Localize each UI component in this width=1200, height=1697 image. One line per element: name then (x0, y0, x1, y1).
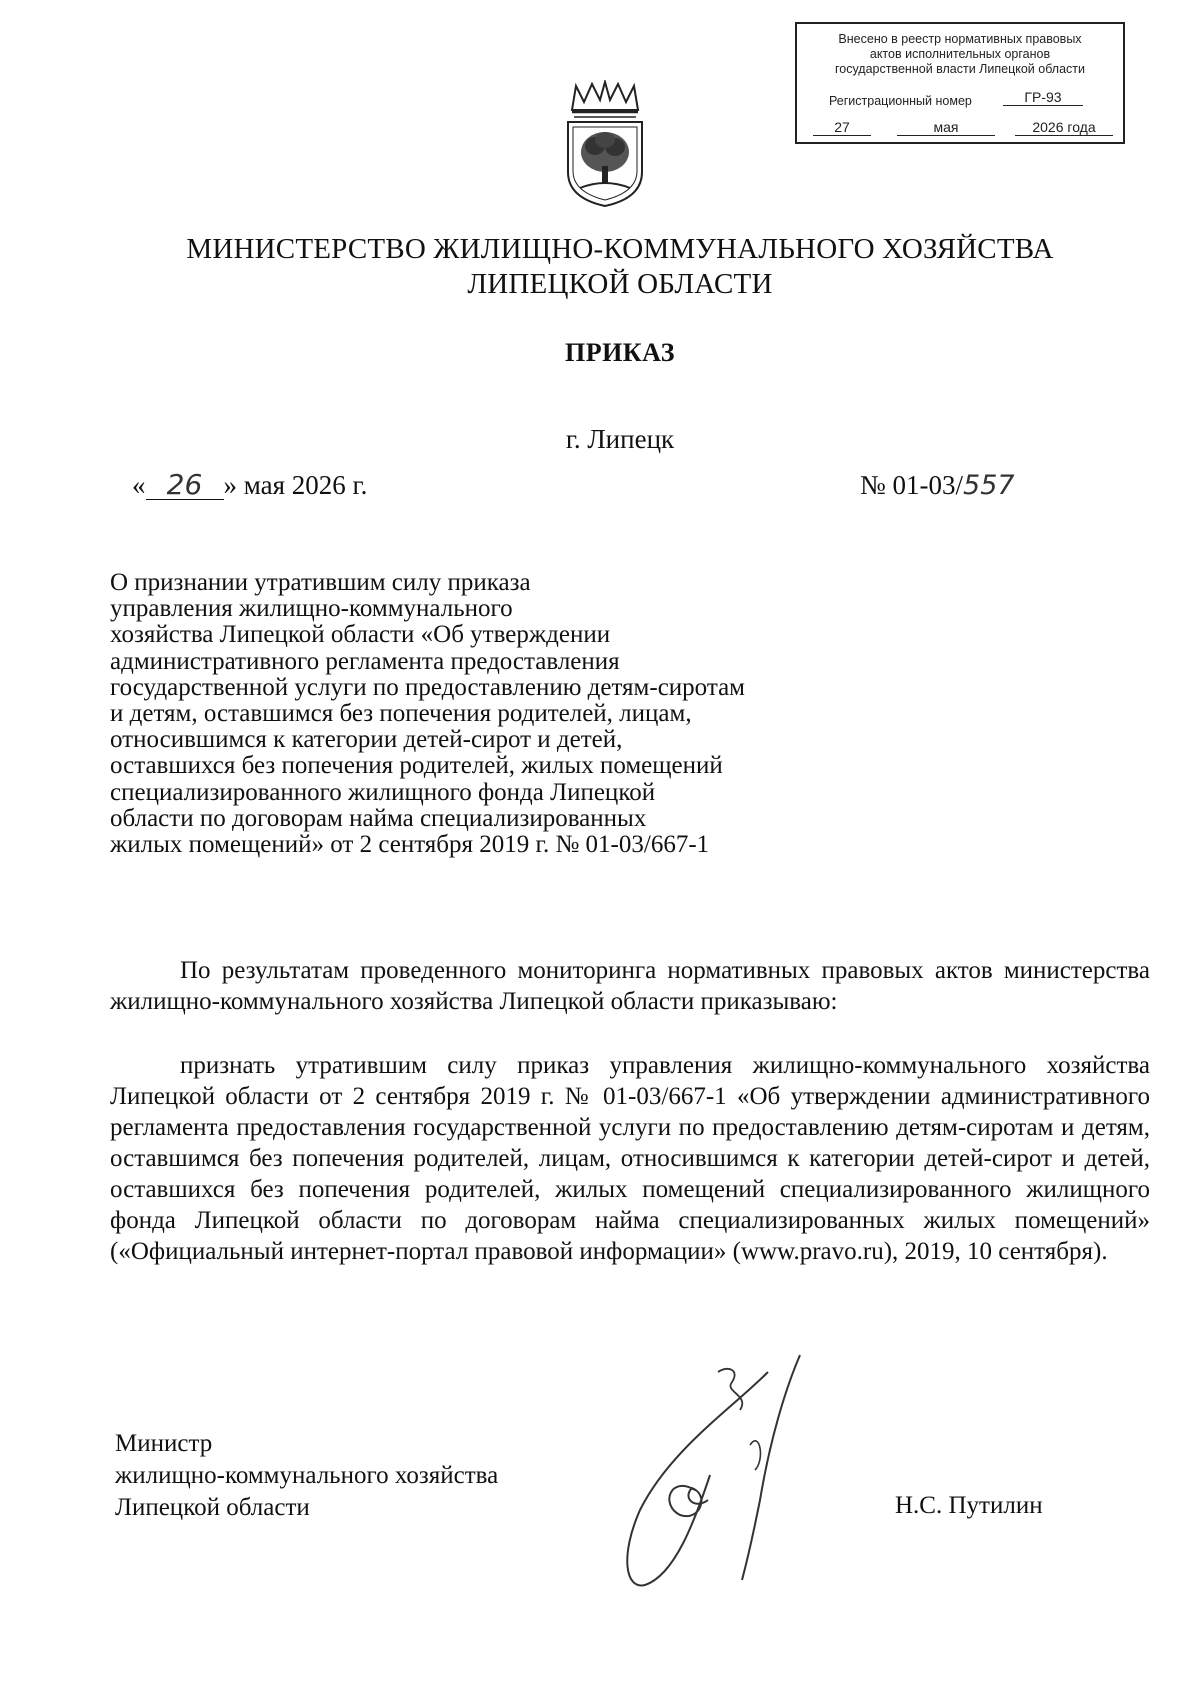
subject-line: специализированного жилищного фонда Липецкой (110, 778, 656, 806)
stamp-line-1: Внесено в реестр нормативных правовых (838, 32, 1082, 46)
number-prefix: № 01-03/ (860, 470, 964, 500)
stamp-year: 2026 года (1015, 120, 1113, 136)
city: г. Липецк (565, 424, 675, 454)
subject-line: области по договорам найма специализированных (110, 804, 647, 832)
stamp-line-2: актов исполнительных органов (869, 47, 1051, 61)
subject-line: управления жилищно-коммунального (110, 595, 513, 623)
ministry-name (0, 232, 1200, 302)
ministry-line-1: МИНИСТЕРСТВО ЖИЛИЩНО-КОММУНАЛЬНОГО ХОЗЯЙСТВА (186, 233, 1054, 265)
subject-line: относившимся к категории детей-сирот и детей, (110, 726, 623, 754)
document-type: ПРИКАЗ (564, 338, 676, 367)
stamp-day: 27 (813, 120, 871, 136)
subject-line: жилых помещений» от 2 сентября 2019 г. № 01-03/667-1 (110, 831, 710, 859)
subject-line: и детям, оставшимся без попечения родителей, лицам, (110, 700, 692, 728)
stamp-reg-number: ГР-93 (1003, 90, 1083, 106)
handwritten-signature (600, 1350, 880, 1600)
signer-title (115, 1428, 498, 1524)
stamp-month: мая (897, 120, 995, 136)
body-paragraph-2: признать утратившим силу приказ управления жилищно-коммунального хозяйства Липецкой области от 2 сентября 2019 г. № 01-03/667-1 «Об утверждении административного регламента предоставления государственной услуги по предоставлению детям-сиротам и детям, оставшимся без попечения родителей, лицам, относившимся к категории детей-сирот и детей, оставшихся без попечения родителей, жилых помещений специализированного жилищного фонда Липецкой области по договорам найма специализированных жилых помещений» («Официальный интернет-портал правовой информации» (www.pravo.ru), 2019, 10 сентября). (110, 1052, 1150, 1265)
date-rest: » мая 2026 г. (223, 470, 368, 500)
signer-name: Н.С. Путилин (895, 1492, 1043, 1519)
lipetsk-coat-of-arms-icon (560, 80, 650, 210)
signer-title-line-3: Липецкой области (115, 1494, 310, 1521)
subject-line: административного регламента предоставления (110, 647, 620, 675)
stamp-line-3: государственной власти Липецкой области (834, 62, 1086, 76)
stamp-reg-label: Регистрационный номер (829, 94, 972, 108)
signer-title-line-1: Министр (115, 1430, 213, 1457)
ministry-line-2: ЛИПЕЦКОЙ ОБЛАСТИ (467, 268, 773, 300)
signer-title-line-2: жилищно-коммунального хозяйства (115, 1462, 499, 1489)
date-day-handwritten: 26 (146, 471, 224, 500)
subject-line: оставшихся без попечения родителей, жилых помещений (110, 752, 723, 780)
order-date (132, 470, 367, 501)
registry-stamp (795, 22, 1125, 144)
subject-line: государственной услуги по предоставлению детям-сиротам (110, 673, 745, 701)
order-subject (110, 570, 870, 858)
date-open-quote: « (132, 470, 146, 500)
order-number (860, 470, 1015, 501)
subject-line: хозяйства Липецкой области «Об утверждении (110, 621, 611, 649)
body-paragraph-1: По результатам проведенного мониторинга нормативных правовых актов министерства жилищно-коммунального хозяйства Липецкой области приказываю: (110, 957, 1150, 1015)
number-handwritten: 557 (963, 470, 1015, 501)
subject-line: О признании утратившим силу приказа (110, 569, 531, 596)
